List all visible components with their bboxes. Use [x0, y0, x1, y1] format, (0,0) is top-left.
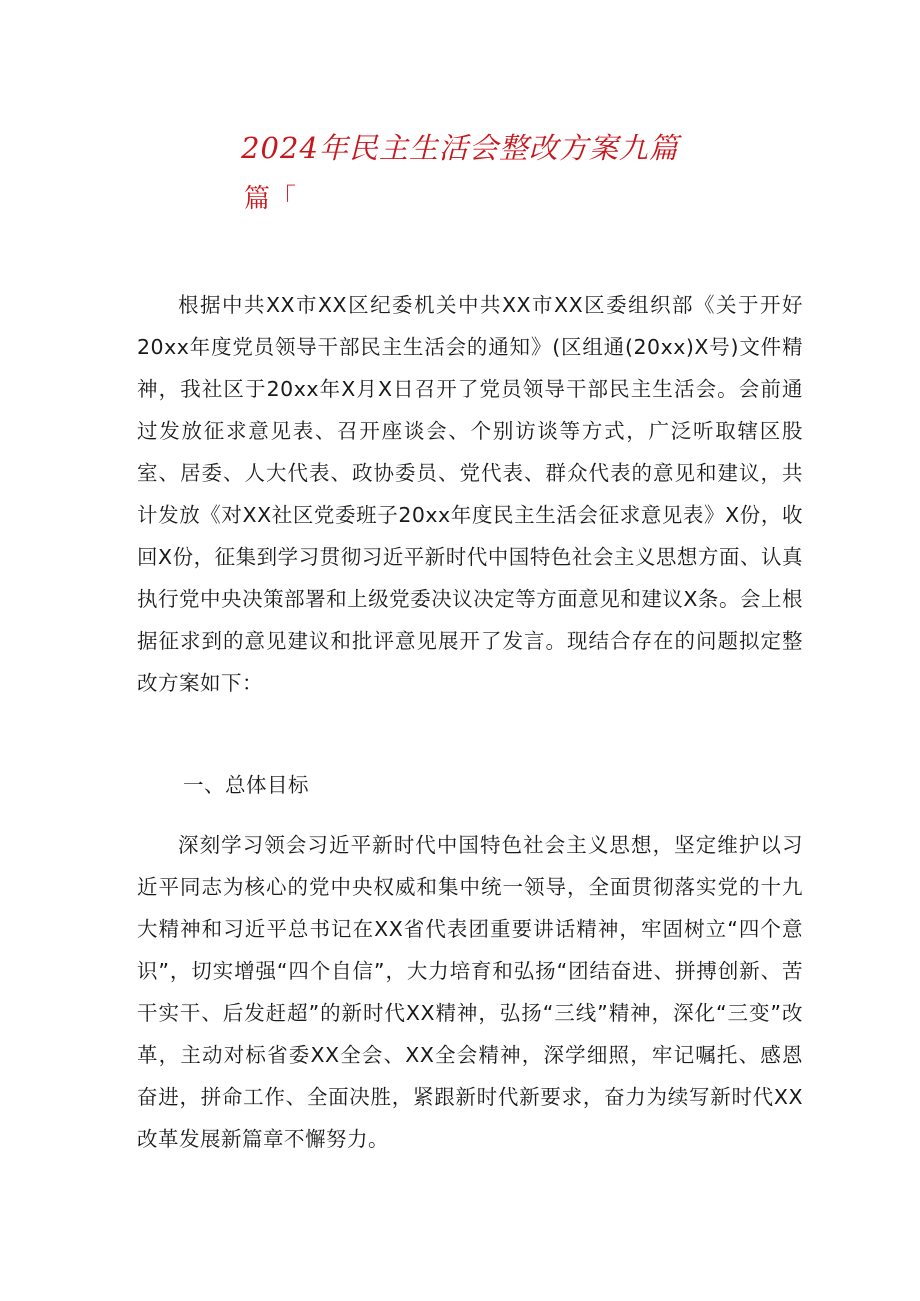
section-label: 篇「: [244, 184, 297, 214]
heading-overall-goal: 一、总体目标: [183, 773, 309, 797]
document-title: 2024年民主生活会整改方案九篇: [241, 131, 679, 165]
paragraph-intro: 根据中共XX市XX区纪委机关中共XX市XX区委组织部《关于开好20xx年度党员领导干部民主生活会的通知》(区组通(20xx)X号)文件精神，我社区于20xx年X月X日召开了党员领导干部民主生活会。会前通过发放征求意见表、召开座谈会、个别访谈等方式，广泛听取辖区股室、居委、人大代表、政协委员、党代表、群众代表的意见和建议，共计发放《对XX社区党委班子20xx年度民主生活会征求意见表》X份，收回X份，征集到学习贯彻习近平新时代中国特色社会主义思想方面、认真执行党中央决策部署和上级党委决议决定等方面意见和建议X条。会上根据征求到的意见建议和批评意见展开了发言。现结合存在的问题拟定整改方案如下：: [137, 293, 803, 695]
paragraph-overall-goal: 深刻学习领会习近平新时代中国特色社会主义思想，坚定维护以习近平同志为核心的党中央权威和集中统一领导，全面贯彻落实党的十九大精神和习近平总书记在XX省代表团重要讲话精神，牢固树立“四个意识”，切实增强“四个自信”，大力培育和弘扬“团结奋进、拼搏创新、苦干实干、后发赶超”的新时代XX精神，弘扬“三线”精神，深化“三变”改革，主动对标省委XX全会、XX全会精神，深学细照，牢记嘱托、感恩奋进，拼命工作、全面决胜，紧跟新时代新要求，奋力为续写新时代XX改革发展新篇章不懈努力。: [137, 833, 803, 1151]
